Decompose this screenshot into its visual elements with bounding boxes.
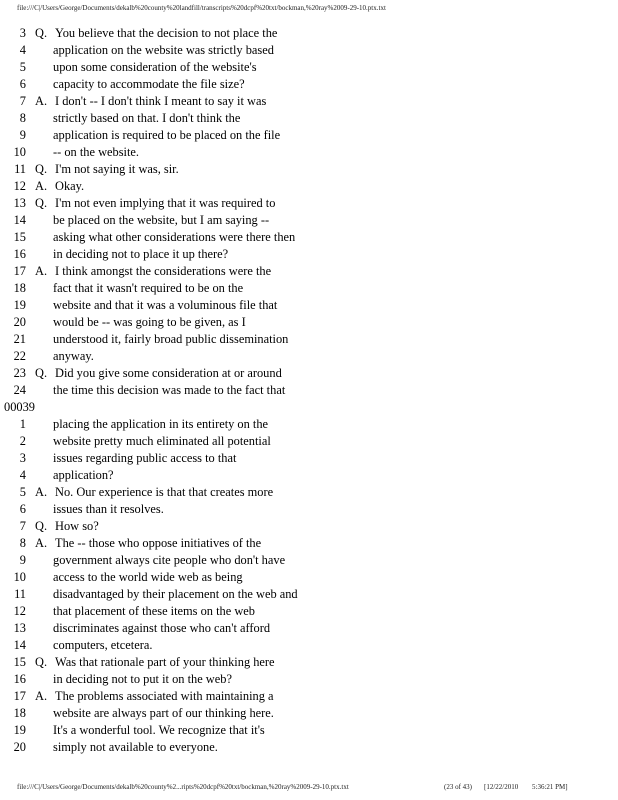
line-number: 21: [13, 332, 26, 346]
answer-marker: A.: [35, 264, 48, 278]
transcript-page-38-section: [4, 25, 604, 399]
line-number: 4: [19, 43, 26, 57]
line-number: 11: [14, 162, 26, 176]
line-number: 17: [13, 264, 26, 278]
line-text: I'm not even implying that it was required to: [55, 196, 276, 210]
transcript-line: [4, 501, 604, 518]
line-number: 2: [19, 434, 26, 448]
footer-file-path: file:///C|/Users/George/Documents/dekalb%20county%2...ripts%20dcpf%20txt/bockman,%20ray%2009-29-10.ptx.txt: [17, 783, 349, 791]
transcript-line: [4, 603, 604, 620]
transcript-line: [4, 569, 604, 586]
line-number: 10: [13, 570, 26, 584]
transcript-line: [4, 620, 604, 637]
line-number: 9: [19, 128, 26, 142]
transcript-line: [4, 110, 604, 127]
transcript-line: [4, 637, 604, 654]
line-text: website and that it was a voluminous file that: [53, 298, 278, 312]
line-text: discriminates against those who can't afford: [53, 621, 271, 635]
transcript-line: [4, 59, 604, 76]
transcript-line: [4, 467, 604, 484]
transcript-line: [4, 314, 604, 331]
transcript-line: [4, 535, 604, 552]
line-number: 13: [13, 196, 26, 210]
transcript-line: [4, 212, 604, 229]
line-text: website pretty much eliminated all potential: [53, 434, 271, 448]
line-text: would be -- was going to be given, as I: [53, 315, 246, 329]
line-number: 10: [13, 145, 26, 159]
line-number: 14: [13, 213, 26, 227]
question-marker: Q.: [35, 655, 48, 669]
line-number: 5: [19, 485, 26, 499]
transcript-line: [4, 654, 604, 671]
line-number: 3: [19, 26, 26, 40]
line-text: understood it, fairly broad public dissemination: [53, 332, 289, 346]
line-text: placing the application in its entirety on the: [53, 417, 269, 431]
line-number: 20: [13, 740, 26, 754]
line-number: 1: [19, 417, 26, 431]
line-number: 7: [19, 519, 26, 533]
transcript-line: [4, 722, 604, 739]
line-number: 9: [19, 553, 26, 567]
line-text: application?: [53, 468, 114, 482]
transcript-line: [4, 331, 604, 348]
transcript-line: [4, 229, 604, 246]
footer: [17, 783, 607, 793]
transcript-line: [4, 178, 604, 195]
line-text: I'm not saying it was, sir.: [55, 162, 179, 176]
line-text: in deciding not to put it on the web?: [53, 672, 232, 686]
line-number: 18: [13, 706, 26, 720]
line-number: 16: [13, 247, 26, 261]
question-marker: Q.: [35, 366, 48, 380]
transcript-line: [4, 416, 604, 433]
transcript-line: [4, 552, 604, 569]
line-text: issues than it resolves.: [53, 502, 164, 516]
header-file-path: file:///C|/Users/George/Documents/dekalb%20county%20landfill/transcripts%20dcpf%20txt/bockman,%20ray%2009-29-10.ptx.txt: [17, 4, 386, 12]
page-marker-row: [4, 399, 604, 416]
line-number: 19: [13, 723, 26, 737]
line-number: 11: [14, 587, 26, 601]
transcript-line: [4, 433, 604, 450]
line-number: 5: [19, 60, 26, 74]
line-number: 24: [13, 383, 26, 397]
line-text: -- on the website.: [53, 145, 140, 159]
line-text: disadvantaged by their placement on the web and: [53, 587, 298, 601]
line-text: capacity to accommodate the file size?: [53, 77, 245, 91]
line-text: You believe that the decision to not place the: [55, 26, 278, 40]
transcript-line: [4, 518, 604, 535]
line-text: in deciding not to place it up there?: [53, 247, 229, 261]
transcript-line: [4, 144, 604, 161]
line-text: I think amongst the considerations were the: [55, 264, 272, 278]
line-number: 6: [19, 502, 26, 516]
transcript-line: [4, 161, 604, 178]
answer-marker: A.: [35, 689, 48, 703]
line-text: issues regarding public access to that: [53, 451, 237, 465]
line-text: application on the website was strictly based: [53, 43, 274, 57]
line-text: upon some consideration of the website's: [53, 60, 257, 74]
transcript-line: [4, 705, 604, 722]
transcript-line: [4, 450, 604, 467]
line-text: It's a wonderful tool. We recognize that it's: [53, 723, 265, 737]
line-number: 15: [13, 230, 26, 244]
transcript-line: [4, 586, 604, 603]
transcript-line: [4, 382, 604, 399]
question-marker: Q.: [35, 519, 48, 533]
footer-date: [12/22/2010: [484, 783, 519, 791]
line-text: government always cite people who don't have: [53, 553, 286, 567]
answer-marker: A.: [35, 536, 48, 550]
transcript-line: [4, 739, 604, 756]
line-text: website are always part of our thinking here.: [53, 706, 274, 720]
line-number: 7: [19, 94, 26, 108]
line-number: 18: [13, 281, 26, 295]
line-text: I don't -- I don't think I meant to say it was: [55, 94, 267, 108]
transcript-line: [4, 671, 604, 688]
line-text: anyway.: [53, 349, 94, 363]
line-text: The problems associated with maintaining a: [55, 689, 274, 703]
line-text: fact that it wasn't required to be on the: [53, 281, 244, 295]
question-marker: Q.: [35, 26, 48, 40]
line-text: access to the world wide web as being: [53, 570, 243, 584]
transcript-line: [4, 127, 604, 144]
line-number: 15: [13, 655, 26, 669]
line-text: computers, etcetera.: [53, 638, 153, 652]
transcript-line: [4, 195, 604, 212]
line-text: that placement of these items on the web: [53, 604, 255, 618]
answer-marker: A.: [35, 179, 48, 193]
footer-page-count: (23 of 43): [444, 783, 472, 791]
line-number: 14: [13, 638, 26, 652]
line-number: 6: [19, 77, 26, 91]
answer-marker: A.: [35, 485, 48, 499]
line-number: 17: [13, 689, 26, 703]
line-number: 4: [19, 468, 26, 482]
line-number: 12: [13, 179, 26, 193]
line-text: The -- those who oppose initiatives of the: [55, 536, 262, 550]
line-number: 20: [13, 315, 26, 329]
line-text: strictly based on that. I don't think the: [53, 111, 241, 125]
line-text: Was that rationale part of your thinking here: [55, 655, 275, 669]
line-text: simply not available to everyone.: [53, 740, 218, 754]
line-text: Okay.: [55, 179, 85, 193]
transcript-line: [4, 688, 604, 705]
line-number: 8: [19, 111, 26, 125]
line-number: 16: [13, 672, 26, 686]
transcript-line: [4, 263, 604, 280]
line-text: be placed on the website, but I am saying --: [53, 213, 270, 227]
line-number: 23: [13, 366, 26, 380]
transcript-line: [4, 246, 604, 263]
transcript-page-39-section: [4, 416, 604, 756]
line-text: How so?: [55, 519, 99, 533]
transcript-line: [4, 297, 604, 314]
line-number: 12: [13, 604, 26, 618]
transcript-line: [4, 484, 604, 501]
question-marker: Q.: [35, 196, 48, 210]
line-number: 22: [13, 349, 26, 363]
line-text: application is required to be placed on the file: [53, 128, 281, 142]
line-number: 19: [13, 298, 26, 312]
line-number: 8: [19, 536, 26, 550]
line-text: No. Our experience is that that creates more: [55, 485, 274, 499]
line-number: 3: [19, 451, 26, 465]
transcript-line: [4, 76, 604, 93]
footer-time: 5:36:21 PM]: [532, 783, 568, 791]
question-marker: Q.: [35, 162, 48, 176]
line-text: the time this decision was made to the fact that: [53, 383, 286, 397]
transcript-line: [4, 25, 604, 42]
line-number: 13: [13, 621, 26, 635]
line-text: asking what other considerations were there then: [53, 230, 296, 244]
transcript-body: [4, 25, 604, 756]
answer-marker: A.: [35, 94, 48, 108]
transcript-line: [4, 365, 604, 382]
transcript-line: [4, 42, 604, 59]
transcript-line: [4, 348, 604, 365]
transcript-line: [4, 280, 604, 297]
page-marker: 00039: [4, 400, 35, 414]
line-text: Did you give some consideration at or around: [55, 366, 282, 380]
transcript-line: [4, 93, 604, 110]
